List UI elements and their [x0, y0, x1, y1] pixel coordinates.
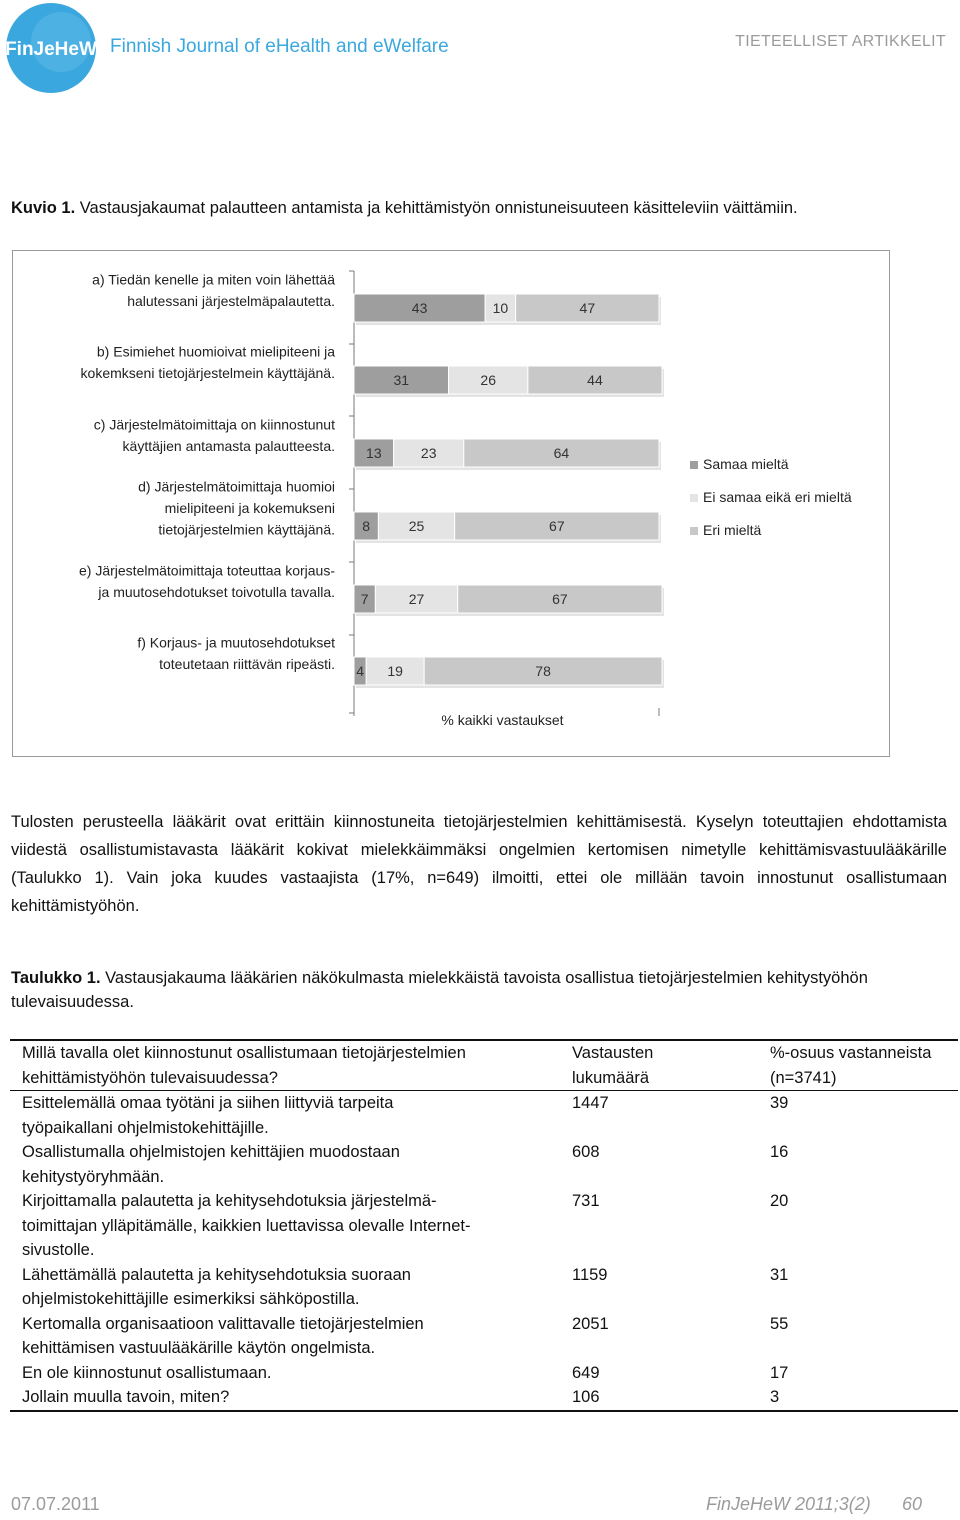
data-label: 4	[356, 663, 364, 679]
table-caption-label: Taulukko 1.	[11, 969, 101, 987]
logo-text: FinJeHeW	[5, 39, 97, 60]
row-percent: 3	[770, 1388, 780, 1406]
table-body	[10, 1091, 958, 1412]
data-label: 13	[366, 445, 382, 461]
category-label: tietojärjestelmien käyttäjänä.	[158, 521, 335, 538]
row-method: Lähettämällä palautetta ja kehitysehdotuksia suoraan ohjelmistokehittäjille esimerkiksi sähköpostilla.	[22, 1265, 411, 1308]
figure-caption-text: Vastausjakaumat palautteen antamista ja kehittämistyön onnistuneisuuteen käsitteleviin väittämiin.	[75, 199, 798, 217]
category-label: käyttäjien antamasta palautteesta.	[122, 437, 335, 454]
table-row	[10, 1361, 958, 1386]
journal-name: Finnish Journal of eHealth and eWelfare	[110, 36, 449, 57]
stacked-bar-chart	[13, 251, 889, 756]
category-label: ja muutosehdotukset toivotulla tavalla.	[98, 583, 335, 600]
row-method: Osallistumalla ohjelmistojen kehittäjien muodostaan kehitystyöryhmään.	[22, 1143, 400, 1186]
header-percent: %-osuus vastanneista (n=3741)	[770, 1044, 932, 1087]
table-row	[10, 1091, 958, 1140]
data-label: 47	[579, 300, 596, 316]
table-row	[10, 1312, 958, 1361]
legend-swatch	[690, 494, 698, 502]
journal-logo	[3, 2, 99, 94]
category-label: f) Korjaus- ja muutosehdotukset	[137, 634, 335, 651]
footer-page-number: 60	[902, 1494, 923, 1514]
category-label: b) Esimiehet huomioivat mielipiteeni ja	[96, 343, 335, 360]
data-label: 67	[552, 591, 568, 607]
data-label: 19	[387, 663, 403, 679]
category-label: kokemkseni tietojärjestelmein käyttäjänä.	[80, 364, 335, 381]
row-percent: 31	[770, 1265, 789, 1284]
body-paragraph: Tulosten perusteella lääkärit ovat erittäin kiinnostuneita tietojärjestelmien kehittämisestä. Kyselyn toteuttajien ehdottamista viidestä osallistumistavasta lääkärit kokivat mielekkäimmäksi ongelmien kertomisen nimetylle kehittämisvastuulääkärille (Taulukko 1). Vain joka kuudes vastaajista (17%, n=649) ilmoitti, ettei ole millään tavoin innostunut osallistumaan kehittämistyöhön.	[11, 813, 947, 915]
figure-caption	[11, 199, 798, 218]
x-axis-label: % kaikki vastaukset	[441, 712, 564, 728]
data-label: 67	[549, 518, 565, 534]
legend-label: Samaa mieltä	[703, 456, 789, 472]
row-method: Kirjoittamalla palautetta ja kehitysehdotuksia järjestelmä- toimittajan ylläpitämälle, kaikkien luettavissa olevalle Internet- sivustolle.	[22, 1192, 471, 1259]
results-table	[10, 1039, 958, 1412]
row-method: Kertomalla organisaatioon valittavalle tietojärjestelmien kehittämisen vastuulääkärille käytön ongelmista.	[22, 1314, 424, 1357]
category-label: halutessani järjestelmäpalautetta.	[127, 292, 335, 309]
row-count: 649	[572, 1363, 600, 1382]
category-label: d) Järjestelmätoimittaja huomioi	[138, 478, 335, 495]
row-count: 608	[572, 1143, 600, 1161]
figure-chart	[12, 250, 890, 757]
figure-caption-label: Kuvio 1.	[11, 199, 76, 217]
table-header-row	[10, 1039, 958, 1091]
row-method: En ole kiinnostunut osallistumaan.	[22, 1363, 272, 1382]
header-question: Millä tavalla olet kiinnostunut osallistumaan tietojärjestelmien kehittämistyöhön tulevaisuudessa?	[22, 1044, 466, 1087]
row-count: 106	[572, 1388, 600, 1406]
data-label: 25	[408, 518, 425, 534]
table-caption-text: Vastausjakauma lääkärien näkökulmasta mielekkäistä tavoista osallistua tietojärjestelmien kehitystyöhön tulevaisuudessa.	[11, 969, 868, 1011]
legend-swatch	[690, 461, 698, 469]
data-label: 23	[420, 445, 437, 461]
row-percent: 39	[770, 1094, 789, 1112]
data-label: 8	[362, 518, 371, 534]
table-row	[10, 1385, 958, 1410]
section-label: TIETEELLISET ARTIKKELIT	[735, 33, 946, 50]
data-label: 7	[360, 591, 369, 607]
data-label: 44	[587, 372, 603, 388]
row-count: 731	[572, 1192, 600, 1210]
data-label: 26	[480, 372, 496, 388]
data-label: 78	[535, 663, 551, 679]
data-label: 64	[553, 445, 570, 461]
data-label: 10	[492, 300, 509, 316]
table-row	[10, 1140, 958, 1189]
row-count: 1447	[572, 1094, 609, 1112]
row-percent: 20	[770, 1192, 789, 1210]
category-label: a) Tiedän kenelle ja miten voin lähettää	[92, 271, 335, 288]
row-percent: 17	[770, 1363, 789, 1382]
row-percent: 55	[770, 1314, 789, 1333]
data-label: 43	[411, 300, 428, 316]
row-method: Esittelemällä omaa työtäni ja siihen liittyviä tarpeita työpaikallani ohjelmistokehittäjille.	[22, 1094, 394, 1137]
category-label: e) Järjestelmätoimittaja toteuttaa korjaus-	[79, 562, 335, 579]
legend-swatch	[690, 527, 698, 535]
footer-date: 07.07.2011	[11, 1494, 100, 1514]
row-percent: 16	[770, 1143, 789, 1161]
legend-label: Ei samaa eikä eri mieltä	[703, 489, 852, 505]
row-count: 2051	[572, 1314, 609, 1333]
category-label: toteutetaan riittävän ripeästi.	[159, 655, 335, 672]
row-count: 1159	[572, 1265, 608, 1284]
category-label: mielipiteeni ja kokemukseni	[164, 500, 335, 516]
footer-journal-ref: FinJeHeW 2011;3(2)	[706, 1494, 871, 1514]
table-row	[10, 1189, 958, 1263]
table-caption	[11, 966, 911, 1014]
row-method: Jollain muulla tavoin, miten?	[22, 1388, 230, 1406]
data-label: 31	[393, 372, 410, 388]
table-row	[10, 1263, 958, 1312]
data-label: 27	[408, 591, 425, 607]
legend-label: Eri mieltä	[703, 522, 762, 538]
category-label: c) Järjestelmätoimittaja on kiinnostunut	[93, 416, 335, 433]
header-count: Vastausten lukumäärä	[572, 1044, 654, 1087]
